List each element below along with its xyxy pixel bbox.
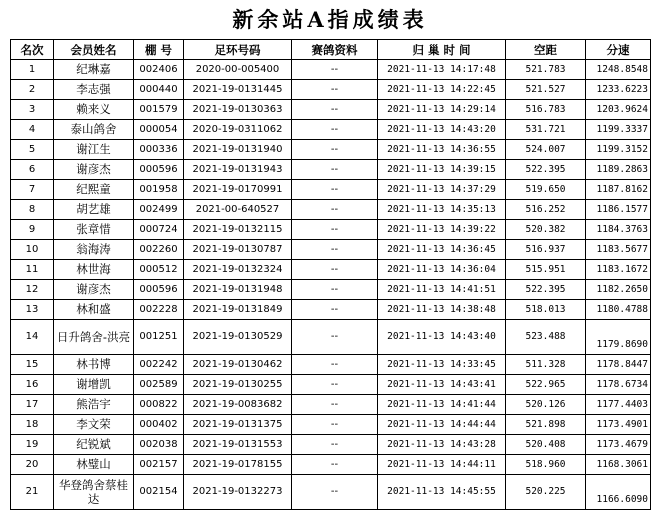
cell-loft-number: 002406: [134, 60, 184, 80]
table-row: [11, 355, 651, 375]
cell-foot-ring: 2021-19-0178155: [184, 455, 292, 475]
header-arrival-time: 归 巢 时 间: [378, 40, 506, 60]
cell-member-name: 赖来义: [54, 100, 134, 120]
cell-rank: 20: [11, 455, 54, 475]
cell-arrival-time: 2021-11-13 14:17:48: [378, 60, 506, 80]
cell-distance: 511.328: [506, 355, 586, 375]
page-title: 新余站A指成绩表: [232, 7, 428, 32]
cell-speed: 1183.1672: [586, 260, 651, 280]
cell-pigeon-info: --: [292, 260, 378, 280]
cell-pigeon-info: --: [292, 300, 378, 320]
cell-pigeon-info: --: [292, 355, 378, 375]
cell-member-name: 林书博: [54, 355, 134, 375]
cell-loft-number: 000822: [134, 395, 184, 415]
table-header-row: [11, 40, 651, 60]
cell-pigeon-info: --: [292, 375, 378, 395]
cell-distance: 520.382: [506, 220, 586, 240]
cell-speed: 1178.6734: [586, 375, 651, 395]
cell-arrival-time: 2021-11-13 14:43:20: [378, 120, 506, 140]
cell-speed: 1233.6223: [586, 80, 651, 100]
cell-speed: 1203.9624: [586, 100, 651, 120]
header-loft-number: 棚 号: [134, 40, 184, 60]
cell-speed: 1187.8162: [586, 180, 651, 200]
cell-speed: 1248.8548: [586, 60, 651, 80]
cell-foot-ring: 2021-19-0170991: [184, 180, 292, 200]
cell-foot-ring: 2021-19-0130462: [184, 355, 292, 375]
cell-foot-ring: 2021-19-0130255: [184, 375, 292, 395]
cell-distance: 523.488: [506, 320, 586, 355]
cell-speed: 1179.8690: [586, 320, 651, 355]
cell-foot-ring: 2021-19-0130363: [184, 100, 292, 120]
cell-rank: 17: [11, 395, 54, 415]
cell-arrival-time: 2021-11-13 14:37:29: [378, 180, 506, 200]
cell-speed: 1166.6090: [586, 475, 651, 510]
cell-member-name: 胡艺雄: [54, 200, 134, 220]
cell-loft-number: 000596: [134, 280, 184, 300]
table-body: [11, 60, 651, 510]
cell-speed: 1177.4403: [586, 395, 651, 415]
cell-loft-number: 002260: [134, 240, 184, 260]
cell-loft-number: 002228: [134, 300, 184, 320]
cell-rank: 1: [11, 60, 54, 80]
cell-rank: 11: [11, 260, 54, 280]
table-row: [11, 200, 651, 220]
cell-rank: 21: [11, 475, 54, 510]
cell-distance: 522.965: [506, 375, 586, 395]
cell-foot-ring: 2021-19-0131375: [184, 415, 292, 435]
cell-member-name: 林璧山: [54, 455, 134, 475]
cell-distance: 515.951: [506, 260, 586, 280]
cell-arrival-time: 2021-11-13 14:44:11: [378, 455, 506, 475]
cell-member-name: 华登鸽舍蔡桂达: [54, 475, 134, 510]
table-row: [11, 475, 651, 510]
cell-member-name: 李文荣: [54, 415, 134, 435]
cell-loft-number: 000402: [134, 415, 184, 435]
cell-distance: 519.650: [506, 180, 586, 200]
cell-distance: 522.395: [506, 160, 586, 180]
table-row: [11, 240, 651, 260]
table-row: [11, 415, 651, 435]
cell-arrival-time: 2021-11-13 14:38:48: [378, 300, 506, 320]
cell-pigeon-info: --: [292, 320, 378, 355]
cell-loft-number: 000512: [134, 260, 184, 280]
table-row: [11, 160, 651, 180]
cell-distance: 516.937: [506, 240, 586, 260]
results-table: [10, 39, 651, 510]
cell-speed: 1199.3152: [586, 140, 651, 160]
cell-arrival-time: 2021-11-13 14:41:51: [378, 280, 506, 300]
cell-foot-ring: 2021-19-0132273: [184, 475, 292, 510]
cell-rank: 5: [11, 140, 54, 160]
cell-rank: 6: [11, 160, 54, 180]
cell-arrival-time: 2021-11-13 14:36:55: [378, 140, 506, 160]
cell-loft-number: 002038: [134, 435, 184, 455]
cell-loft-number: 000724: [134, 220, 184, 240]
cell-pigeon-info: --: [292, 200, 378, 220]
cell-foot-ring: 2021-00-640527: [184, 200, 292, 220]
cell-foot-ring: 2021-19-0083682: [184, 395, 292, 415]
cell-member-name: 谢增凯: [54, 375, 134, 395]
cell-foot-ring: 2021-19-0130529: [184, 320, 292, 355]
cell-loft-number: 001579: [134, 100, 184, 120]
table-row: [11, 375, 651, 395]
cell-loft-number: 001251: [134, 320, 184, 355]
cell-member-name: 翁海涛: [54, 240, 134, 260]
cell-arrival-time: 2021-11-13 14:44:44: [378, 415, 506, 435]
header-foot-ring: 足环号码: [184, 40, 292, 60]
cell-foot-ring: 2021-19-0131445: [184, 80, 292, 100]
cell-member-name: 谢彦杰: [54, 160, 134, 180]
table-row: [11, 100, 651, 120]
table-row: [11, 280, 651, 300]
cell-arrival-time: 2021-11-13 14:43:28: [378, 435, 506, 455]
cell-pigeon-info: --: [292, 240, 378, 260]
cell-rank: 10: [11, 240, 54, 260]
cell-rank: 3: [11, 100, 54, 120]
table-row: [11, 320, 651, 355]
cell-speed: 1184.3763: [586, 220, 651, 240]
table-row: [11, 60, 651, 80]
cell-foot-ring: 2020-00-005400: [184, 60, 292, 80]
cell-loft-number: 002242: [134, 355, 184, 375]
table-row: [11, 220, 651, 240]
cell-loft-number: 002157: [134, 455, 184, 475]
cell-pigeon-info: --: [292, 60, 378, 80]
cell-foot-ring: 2021-19-0132324: [184, 260, 292, 280]
cell-loft-number: 001958: [134, 180, 184, 200]
cell-speed: 1189.2863: [586, 160, 651, 180]
cell-speed: 1168.3061: [586, 455, 651, 475]
cell-loft-number: 000336: [134, 140, 184, 160]
cell-rank: 14: [11, 320, 54, 355]
header-pigeon-info: 赛鸽资料: [292, 40, 378, 60]
cell-speed: 1182.2650: [586, 280, 651, 300]
table-row: [11, 395, 651, 415]
cell-pigeon-info: --: [292, 120, 378, 140]
cell-pigeon-info: --: [292, 220, 378, 240]
cell-foot-ring: 2021-19-0131948: [184, 280, 292, 300]
cell-pigeon-info: --: [292, 435, 378, 455]
cell-pigeon-info: --: [292, 415, 378, 435]
cell-distance: 516.783: [506, 100, 586, 120]
cell-member-name: 李志强: [54, 80, 134, 100]
cell-pigeon-info: --: [292, 180, 378, 200]
cell-rank: 15: [11, 355, 54, 375]
cell-speed: 1183.5677: [586, 240, 651, 260]
cell-rank: 12: [11, 280, 54, 300]
table-row: [11, 120, 651, 140]
cell-arrival-time: 2021-11-13 14:36:45: [378, 240, 506, 260]
cell-loft-number: 002154: [134, 475, 184, 510]
cell-member-name: 谢彦杰: [54, 280, 134, 300]
cell-speed: 1173.4679: [586, 435, 651, 455]
table-row: [11, 260, 651, 280]
cell-pigeon-info: --: [292, 455, 378, 475]
cell-member-name: 张章惜: [54, 220, 134, 240]
cell-rank: 4: [11, 120, 54, 140]
cell-member-name: 纪锐斌: [54, 435, 134, 455]
cell-loft-number: 002499: [134, 200, 184, 220]
cell-foot-ring: 2021-19-0131553: [184, 435, 292, 455]
cell-speed: 1186.1577: [586, 200, 651, 220]
cell-rank: 8: [11, 200, 54, 220]
cell-rank: 13: [11, 300, 54, 320]
cell-arrival-time: 2021-11-13 14:43:40: [378, 320, 506, 355]
cell-pigeon-info: --: [292, 395, 378, 415]
cell-foot-ring: 2021-19-0132115: [184, 220, 292, 240]
cell-speed: 1178.8447: [586, 355, 651, 375]
table-row: [11, 80, 651, 100]
cell-pigeon-info: --: [292, 140, 378, 160]
cell-distance: 518.960: [506, 455, 586, 475]
cell-rank: 9: [11, 220, 54, 240]
cell-foot-ring: 2021-19-0131849: [184, 300, 292, 320]
cell-arrival-time: 2021-11-13 14:41:44: [378, 395, 506, 415]
cell-arrival-time: 2021-11-13 14:43:41: [378, 375, 506, 395]
cell-rank: 16: [11, 375, 54, 395]
table-row: [11, 435, 651, 455]
cell-distance: 522.395: [506, 280, 586, 300]
cell-arrival-time: 2021-11-13 14:35:13: [378, 200, 506, 220]
cell-loft-number: 000596: [134, 160, 184, 180]
cell-pigeon-info: --: [292, 100, 378, 120]
cell-distance: 518.013: [506, 300, 586, 320]
cell-foot-ring: 2021-19-0131940: [184, 140, 292, 160]
header-distance: 空距: [506, 40, 586, 60]
table-row: [11, 180, 651, 200]
cell-distance: 520.408: [506, 435, 586, 455]
cell-foot-ring: 2020-19-0311062: [184, 120, 292, 140]
cell-arrival-time: 2021-11-13 14:22:45: [378, 80, 506, 100]
table-row: [11, 140, 651, 160]
cell-foot-ring: 2021-19-0131943: [184, 160, 292, 180]
cell-loft-number: 000054: [134, 120, 184, 140]
cell-distance: 531.721: [506, 120, 586, 140]
header-speed: 分速: [586, 40, 651, 60]
cell-arrival-time: 2021-11-13 14:36:04: [378, 260, 506, 280]
cell-rank: 19: [11, 435, 54, 455]
cell-member-name: 纪熙童: [54, 180, 134, 200]
cell-member-name: 泰山鸽舍: [54, 120, 134, 140]
table-row: [11, 300, 651, 320]
cell-rank: 7: [11, 180, 54, 200]
cell-arrival-time: 2021-11-13 14:39:15: [378, 160, 506, 180]
cell-member-name: 林和盛: [54, 300, 134, 320]
cell-distance: 524.007: [506, 140, 586, 160]
cell-member-name: 谢江生: [54, 140, 134, 160]
cell-foot-ring: 2021-19-0130787: [184, 240, 292, 260]
cell-pigeon-info: --: [292, 280, 378, 300]
cell-member-name: 林世海: [54, 260, 134, 280]
cell-arrival-time: 2021-11-13 14:45:55: [378, 475, 506, 510]
cell-arrival-time: 2021-11-13 14:29:14: [378, 100, 506, 120]
cell-rank: 2: [11, 80, 54, 100]
table-row: [11, 455, 651, 475]
cell-member-name: 纪琳嘉: [54, 60, 134, 80]
cell-member-name: 熊浩宇: [54, 395, 134, 415]
cell-distance: 520.225: [506, 475, 586, 510]
cell-member-name: 日升鸽舍-洪亮: [54, 320, 134, 355]
cell-pigeon-info: --: [292, 475, 378, 510]
cell-pigeon-info: --: [292, 80, 378, 100]
cell-distance: 516.252: [506, 200, 586, 220]
cell-distance: 520.126: [506, 395, 586, 415]
cell-rank: 18: [11, 415, 54, 435]
header-member-name: 会员姓名: [54, 40, 134, 60]
cell-distance: 521.783: [506, 60, 586, 80]
header-rank: 名次: [11, 40, 54, 60]
cell-speed: 1180.4788: [586, 300, 651, 320]
cell-arrival-time: 2021-11-13 14:39:22: [378, 220, 506, 240]
cell-loft-number: 002589: [134, 375, 184, 395]
cell-pigeon-info: --: [292, 160, 378, 180]
cell-speed: 1199.3337: [586, 120, 651, 140]
cell-arrival-time: 2021-11-13 14:33:45: [378, 355, 506, 375]
cell-distance: 521.527: [506, 80, 586, 100]
cell-distance: 521.898: [506, 415, 586, 435]
cell-loft-number: 000440: [134, 80, 184, 100]
cell-speed: 1173.4901: [586, 415, 651, 435]
